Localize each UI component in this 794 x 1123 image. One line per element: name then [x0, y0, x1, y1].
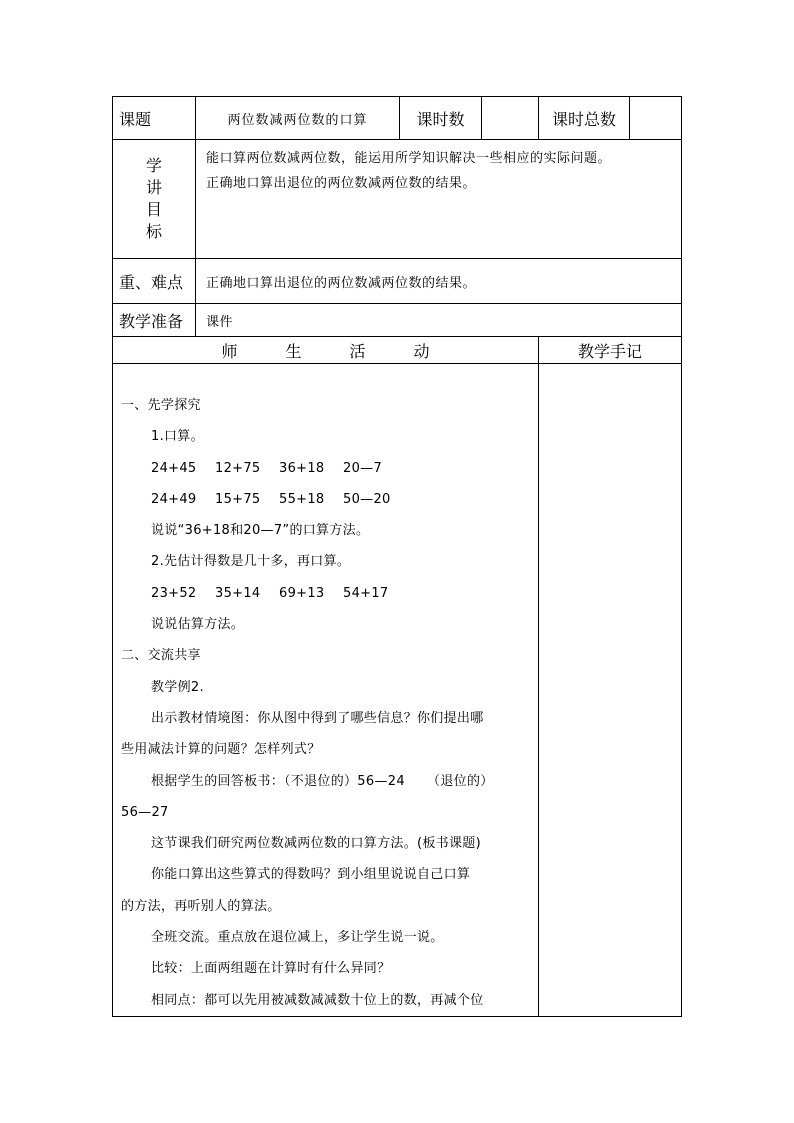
compare-line: 比较：上面两组题在计算时有什么异同？ — [151, 961, 391, 977]
question2: 2.先估计得数是几十多，再口算。 — [151, 554, 351, 570]
activity-content — [113, 364, 539, 1017]
hours-value — [482, 97, 539, 140]
lesson-plan-table — [112, 96, 682, 1017]
arith-row-3 — [121, 578, 532, 609]
study-line: 这节课我们研究两位数减两位数的口算方法。(板书课题) — [151, 836, 481, 852]
arith-row-2 — [121, 484, 532, 515]
lesson-plan-page — [112, 96, 681, 1014]
activity-header-char: 动 — [413, 341, 430, 361]
same-point-line: 相同点：都可以先用被减数减减数十位上的数，再减个位 — [151, 992, 484, 1008]
keypoints-value: 正确地口算出退位的两位数减两位数的结果。 — [196, 259, 682, 304]
example-line: 教学例2. — [151, 679, 204, 695]
arith-item: 23+52 — [151, 585, 197, 601]
arith-item: 12+75 — [215, 460, 261, 476]
arith-item: 35+14 — [215, 585, 261, 601]
total-hours-label: 课时总数 — [539, 97, 630, 140]
hours-label: 课时数 — [400, 97, 482, 140]
topic-value: 两位数减两位数的口算 — [196, 97, 400, 140]
activity-header-char: 师 — [221, 341, 238, 361]
goals-row — [113, 140, 682, 259]
prep-value: 课件 — [196, 304, 682, 337]
keypoints-label: 重、难点 — [113, 259, 196, 304]
notes-header: 教学手记 — [539, 337, 682, 364]
show-line-1: 出示教材情境图：你从图中得到了哪些信息？你们提出哪 — [151, 710, 484, 726]
board-line-1: 根据学生的回答板书：（不退位的）56—24 （退位的） — [151, 773, 494, 789]
activity-header — [113, 337, 539, 364]
goals-label — [113, 140, 196, 259]
arith-row-1 — [121, 453, 532, 484]
notes-column — [539, 364, 682, 1017]
total-hours-value — [630, 97, 682, 140]
goals-text — [196, 140, 682, 259]
header-row — [113, 97, 682, 140]
goal-line: 能口算两位数减两位数，能运用所学知识解决一些相应的实际问题。 — [206, 151, 612, 166]
goals-label-char: 目 — [145, 200, 162, 219]
section1-title: 一、先学探究 — [121, 398, 201, 413]
arith-item: 20—7 — [343, 460, 383, 476]
topic-label: 课题 — [113, 97, 196, 140]
prep-label: 教学准备 — [113, 304, 196, 337]
arith-item: 24+45 — [151, 460, 197, 476]
arith-item: 36+18 — [279, 460, 325, 476]
board-line-2: 56—27 — [121, 804, 169, 820]
talk-line-2: 说说估算方法。 — [151, 617, 245, 633]
activity-header-char: 活 — [349, 341, 366, 361]
goals-label-char: 学 — [145, 156, 162, 175]
arith-item: 69+13 — [279, 585, 325, 601]
ask-line-1: 你能口算出这些算式的得数吗？到小组里说说自己口算 — [151, 867, 471, 883]
keypoints-row — [113, 259, 682, 304]
goals-label-char: 标 — [145, 222, 162, 241]
activity-header-char: 生 — [285, 341, 302, 361]
goal-line: 正确地口算出退位的两位数减两位数的结果。 — [206, 176, 477, 191]
arith-item: 50—20 — [343, 491, 391, 507]
content-row — [113, 364, 682, 1017]
arith-item: 55+18 — [279, 491, 325, 507]
arith-item: 15+75 — [215, 491, 261, 507]
talk-line-1: 说说“36+18和20—7”的口算方法。 — [151, 523, 370, 539]
activity-header-row — [113, 337, 682, 364]
arith-item: 24+49 — [151, 491, 197, 507]
ask-line-2: 的方法，再听别人的算法。 — [121, 898, 281, 914]
section2-title: 二、交流共享 — [121, 648, 201, 664]
whole-class-line: 全班交流。重点放在退位减上，多让学生说一说。 — [151, 930, 444, 946]
goals-label-char: 讲 — [145, 178, 162, 197]
prep-row — [113, 304, 682, 337]
arith-item: 54+17 — [343, 585, 389, 601]
show-line-2: 些用减法计算的问题？怎样列式？ — [121, 742, 321, 758]
question1: 1.口算。 — [151, 429, 204, 445]
